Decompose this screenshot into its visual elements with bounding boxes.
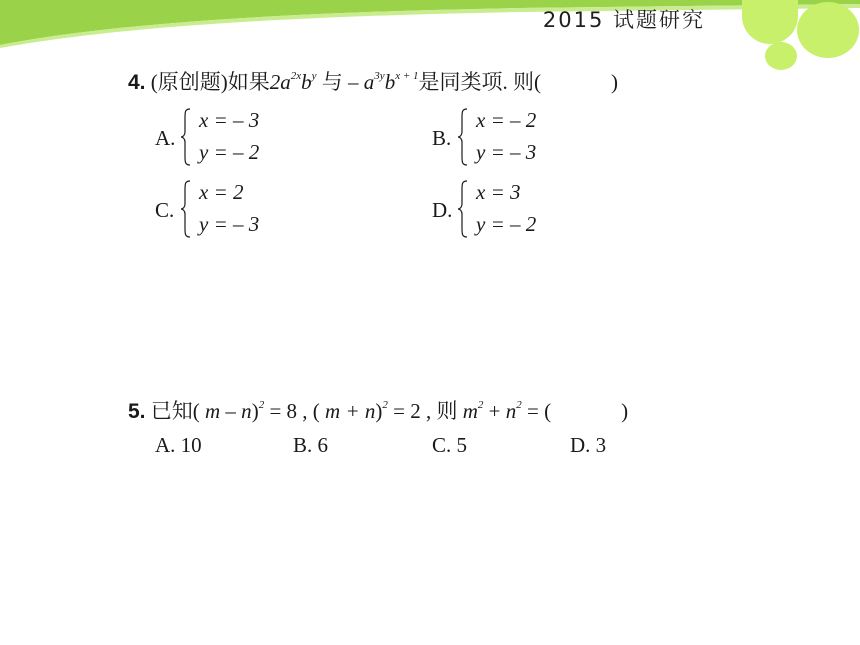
term1-b: b xyxy=(301,70,312,94)
expr1: m – n xyxy=(205,399,252,423)
option-a[interactable] xyxy=(155,108,355,172)
m-exp: 2 xyxy=(477,399,484,411)
question-5-stem: 5. 已知( m – n)$^2$ = 8 , ( m + n)$^2$ = 2 , 则 $m^2 + n^2$ = ( ) xyxy=(128,399,629,423)
option-letter: C. xyxy=(155,198,175,222)
term2-exp-a: 3y xyxy=(374,70,385,82)
option-b[interactable] xyxy=(432,108,632,172)
header-banner xyxy=(0,0,860,58)
equation-x: x = 2 xyxy=(199,180,244,204)
connector: 与 xyxy=(321,70,343,94)
question-number: 5. xyxy=(128,400,146,423)
close-paren: ) xyxy=(621,399,629,423)
question-4-stem xyxy=(128,66,618,96)
left-brace-icon xyxy=(181,180,191,238)
term1-exp-a: 2x xyxy=(290,70,302,82)
equation-y: y = – 3 xyxy=(476,140,537,164)
plus: + xyxy=(488,399,501,423)
stem-suffix: 是同类项. 则( xyxy=(418,70,541,94)
n-var: n xyxy=(505,399,517,423)
q5-option-c[interactable]: C. 5 xyxy=(432,433,468,457)
q5-option-b[interactable]: B. 6 xyxy=(293,433,329,457)
header-title: 2015 试题研究 xyxy=(542,8,705,32)
equation-y: y = – 3 xyxy=(199,212,260,236)
equation-y: y = – 2 xyxy=(199,140,260,164)
question-number: 4. xyxy=(128,71,146,94)
option-letter: B. xyxy=(432,126,452,150)
m-var: m xyxy=(462,399,478,423)
option-c[interactable] xyxy=(155,180,355,244)
stem-suffix: = ( xyxy=(526,399,552,423)
equation-y: y = – 2 xyxy=(476,212,537,236)
decor-circle-large-right xyxy=(797,2,859,58)
term1-exp-b: y xyxy=(311,70,317,82)
option-letter: A. xyxy=(155,126,176,150)
left-brace-icon xyxy=(458,180,468,238)
mid1: = 8 , ( xyxy=(269,399,320,423)
mid2: = 2 , 则 xyxy=(393,399,458,423)
equation-x: x = – 3 xyxy=(199,108,260,132)
banner-shape xyxy=(0,0,860,58)
term2-b: b xyxy=(384,70,396,94)
left-brace-icon xyxy=(458,108,468,166)
exp1: 2 xyxy=(258,399,265,411)
q5-option-a[interactable]: A. 10 xyxy=(155,433,202,457)
option-d[interactable] xyxy=(432,180,632,244)
term1: 2a xyxy=(269,70,291,94)
stem-prefix: (原创题)如果 xyxy=(150,70,270,94)
expr2: m + n xyxy=(325,399,376,423)
close-paren: ) xyxy=(611,70,618,94)
equation-x: x = – 2 xyxy=(476,108,537,132)
term2-exp-b: x + 1 xyxy=(395,70,419,82)
equation-x: x = 3 xyxy=(476,180,521,204)
decor-circle-small xyxy=(765,42,797,70)
stem-prefix: 已知( xyxy=(150,399,200,423)
q5-option-d[interactable]: D. 3 xyxy=(570,433,607,457)
exp2: 2 xyxy=(382,399,388,411)
n-exp: 2 xyxy=(516,399,522,411)
term2: – a xyxy=(348,70,375,94)
left-brace-icon xyxy=(181,108,191,166)
option-letter: D. xyxy=(432,198,453,222)
